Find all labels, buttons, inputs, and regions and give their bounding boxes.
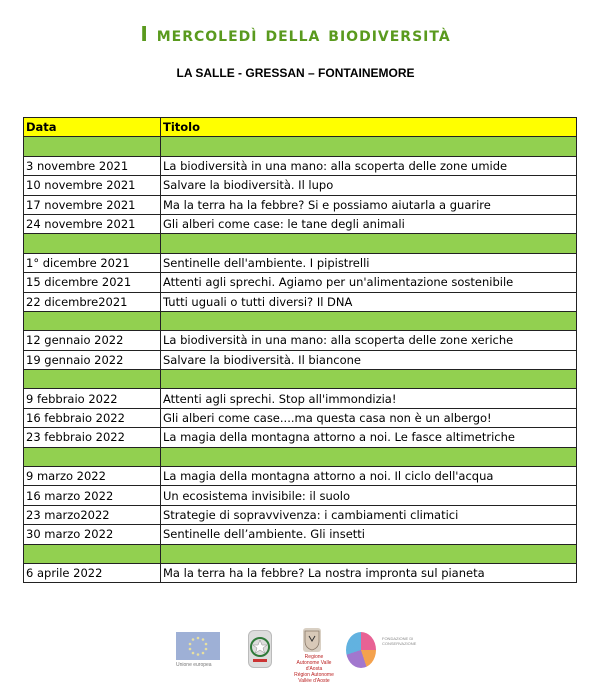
event-title: Sentinelle dell’ambiente. Gli insetti: [161, 525, 577, 544]
month-separator-row: [24, 311, 577, 330]
star-emblem-icon: [249, 631, 271, 667]
table-row: [24, 350, 577, 369]
event-date: 17 novembre 2021: [24, 195, 161, 214]
table-row: [24, 292, 577, 311]
italian-emblem-logo: [248, 630, 272, 668]
column-header-title: Titolo: [161, 118, 577, 137]
valle-aosta-crest-logo: [303, 628, 321, 652]
event-title: Un ecosistema invisibile: il suolo: [161, 486, 577, 505]
table-row: [24, 389, 577, 408]
eu-flag-logo: [176, 632, 220, 660]
page-subtitle: LA SALLE - GRESSAN – FONTAINEMORE: [176, 66, 415, 80]
event-date: 9 febbraio 2022: [24, 389, 161, 408]
event-title: La magia della montagna attorno a noi. Le fasce altimetriche: [161, 428, 577, 447]
event-date: 19 gennaio 2022: [24, 350, 161, 369]
table-row: [24, 331, 577, 350]
eu-stars-icon: [176, 632, 220, 660]
event-title: La biodiversità in una mano: alla scoperta delle zone xeriche: [161, 331, 577, 350]
event-date: 16 febbraio 2022: [24, 408, 161, 427]
event-title: Tutti uguali o tutti diversi? Il DNA: [161, 292, 577, 311]
event-title: La biodiversità in una mano: alla scoperta delle zone umide: [161, 156, 577, 175]
month-separator-row: [24, 137, 577, 156]
event-title: Attenti agli sprechi. Agiamo per un'alimentazione sostenibile: [161, 273, 577, 292]
table-row: [24, 253, 577, 272]
table-row: [24, 467, 577, 486]
event-date: 6 aprile 2022: [24, 563, 161, 582]
sponsor-logos: [170, 626, 420, 684]
event-date: 23 marzo2022: [24, 505, 161, 524]
month-separator-row: [24, 447, 577, 466]
event-date: 1° dicembre 2021: [24, 253, 161, 272]
event-title: Ma la terra ha la febbre? Si e possiamo aiutarla a guarire: [161, 195, 577, 214]
month-separator-row: [24, 234, 577, 253]
event-date: 22 dicembre2021: [24, 292, 161, 311]
month-separator-row: [24, 544, 577, 563]
foundation-label: FONDAZIONE DI CONSERVAZIONE: [382, 636, 417, 646]
table-row: [24, 195, 577, 214]
event-date: 15 dicembre 2021: [24, 273, 161, 292]
table-row: [24, 505, 577, 524]
table-row: [24, 486, 577, 505]
eu-label: Unione europea: [176, 662, 212, 668]
month-separator-row: [24, 370, 577, 389]
event-date: 16 marzo 2022: [24, 486, 161, 505]
table-row: [24, 214, 577, 233]
table-row: [24, 273, 577, 292]
event-date: 9 marzo 2022: [24, 467, 161, 486]
event-date: 12 gennaio 2022: [24, 331, 161, 350]
event-date: 24 novembre 2021: [24, 214, 161, 233]
region-label-french: Région Autonome Vallée d'Aoste: [294, 672, 334, 684]
table-row: [24, 428, 577, 447]
region-label-italian: Regione Autonome Valle d'Aosta: [296, 654, 332, 672]
event-date: 3 novembre 2021: [24, 156, 161, 175]
event-title: Gli alberi come case: le tane degli animali: [161, 214, 577, 233]
event-title: Strategie di sopravvivenza: i cambiamenti climatici: [161, 505, 577, 524]
event-title: Salvare la biodiversità. Il biancone: [161, 350, 577, 369]
valle-aosta-label: [294, 654, 334, 684]
schedule-table: [23, 117, 577, 583]
table-header-row: [24, 118, 577, 137]
event-title: Salvare la biodiversità. Il lupo: [161, 176, 577, 195]
table-row: [24, 156, 577, 175]
page-title: I mercoledì della biodiversità: [140, 22, 451, 46]
event-title: Ma la terra ha la febbre? La nostra impronta sul pianeta: [161, 563, 577, 582]
event-title: Gli alberi come case....ma questa casa non è un albergo!: [161, 408, 577, 427]
event-date: 23 febbraio 2022: [24, 428, 161, 447]
event-title: La magia della montagna attorno a noi. Il ciclo dell'acqua: [161, 467, 577, 486]
table-row: [24, 563, 577, 582]
crest-icon: [303, 628, 321, 652]
table-row: [24, 176, 577, 195]
event-title: Attenti agli sprechi. Stop all'immondizia!: [161, 389, 577, 408]
event-date: 10 novembre 2021: [24, 176, 161, 195]
event-title: Sentinelle dell'ambiente. I pipistrelli: [161, 253, 577, 272]
table-row: [24, 525, 577, 544]
column-header-date: Data: [24, 118, 161, 137]
event-date: 30 marzo 2022: [24, 525, 161, 544]
foundation-logo: [346, 632, 376, 668]
table-row: [24, 408, 577, 427]
